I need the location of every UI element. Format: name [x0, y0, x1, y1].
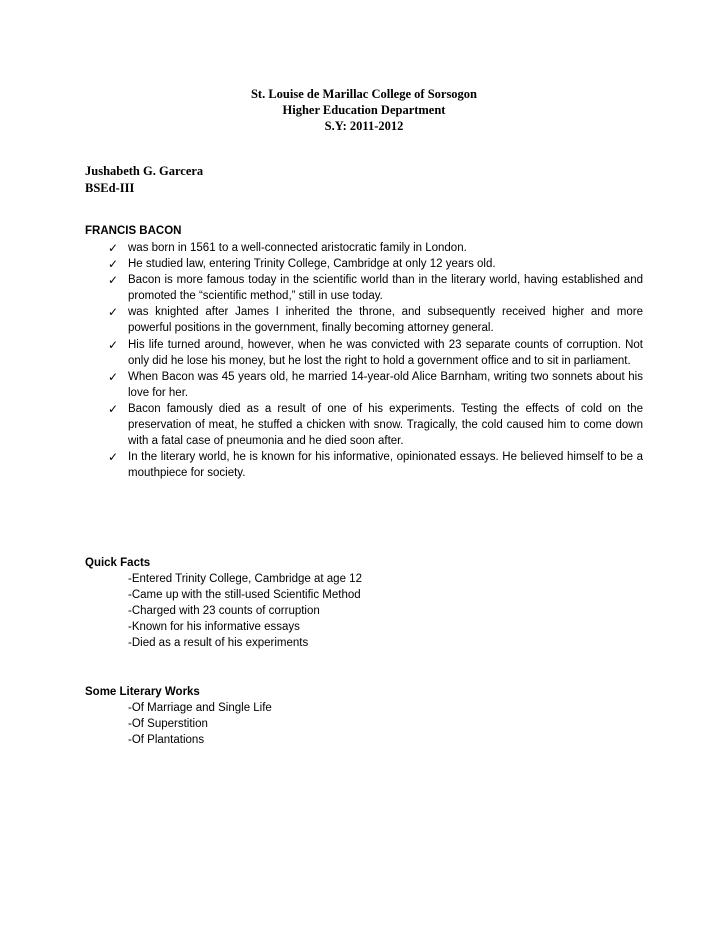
checkmark-icon: ✓ [108, 273, 119, 288]
list-item: ✓ Bacon is more famous today in the scientific world than in the literary world, having established and promoted the “scientific method,” still in use today. [108, 273, 643, 303]
college-name: St. Louise de Marillac College of Sorsogon [250, 87, 478, 101]
checkmark-icon: ✓ [108, 257, 119, 272]
checkmark-icon: ✓ [108, 305, 119, 320]
list-item: ✓ was knighted after James I inherited the throne, and subsequently received higher and more powerful positions in the government, finally becoming attorney general. [108, 305, 643, 335]
list-item: ✓ In the literary world, he is known for his informative, opinionated essays. He believed himself to be a mouthpiece for society. [108, 450, 643, 480]
list-item: -Of Superstition [128, 718, 208, 731]
list-item: ✓ When Bacon was 45 years old, he married 14-year-old Alice Barnham, writing two sonnets about his love for her. [108, 369, 643, 399]
author-course: BSEd-III [85, 181, 135, 195]
checkmark-icon: ✓ [108, 369, 119, 384]
literary-works-list [128, 700, 272, 748]
section-title-francis-bacon: FRANCIS BACON [85, 225, 182, 237]
school-year: S.Y: 2011-2012 [324, 119, 404, 133]
list-item: ✓ was born in 1561 to a well-connected aristocratic family in London. [108, 241, 467, 255]
section-title-literary-works: Some Literary Works [85, 686, 200, 698]
list-item: ✓ His life turned around, however, when he was convicted with 23 separate counts of corruption. Not only did he lose his money, but he lost the right to hold a government office and to sit in parliament. [108, 337, 643, 367]
quick-facts-list [128, 571, 362, 651]
department-name: Higher Education Department [282, 103, 446, 117]
checkmark-icon: ✓ [108, 337, 119, 352]
list-item: -Of Plantations [128, 734, 205, 747]
list-item: -Came up with the still-used Scientific Method [128, 589, 361, 602]
checkmark-icon: ✓ [108, 401, 119, 416]
list-item: ✓ He studied law, entering Trinity College, Cambridge at only 12 years old. [108, 257, 496, 272]
list-item: -Known for his informative essays [128, 621, 300, 634]
document-header [0, 86, 728, 134]
bacon-bullet-list [108, 240, 643, 481]
list-item: ✓ Bacon famously died as a result of one of his experiments. Testing the effects of cold on the preservation of meat, he stuffed a chicken with snow. Tragically, the cold caused him to come down with a fatal case of pneumonia and he died soon after. [108, 401, 643, 448]
list-item: -Of Marriage and Single Life [128, 702, 272, 714]
author-name: Jushabeth G. Garcera [85, 164, 204, 178]
checkmark-icon: ✓ [108, 450, 119, 465]
checkmark-icon: ✓ [108, 241, 119, 255]
list-item: -Charged with 23 counts of corruption [128, 605, 320, 618]
section-title-quick-facts: Quick Facts [85, 557, 151, 569]
list-item: -Entered Trinity College, Cambridge at age 12 [128, 573, 362, 585]
author-block [85, 163, 203, 197]
list-item: -Died as a result of his experiments [128, 637, 309, 650]
